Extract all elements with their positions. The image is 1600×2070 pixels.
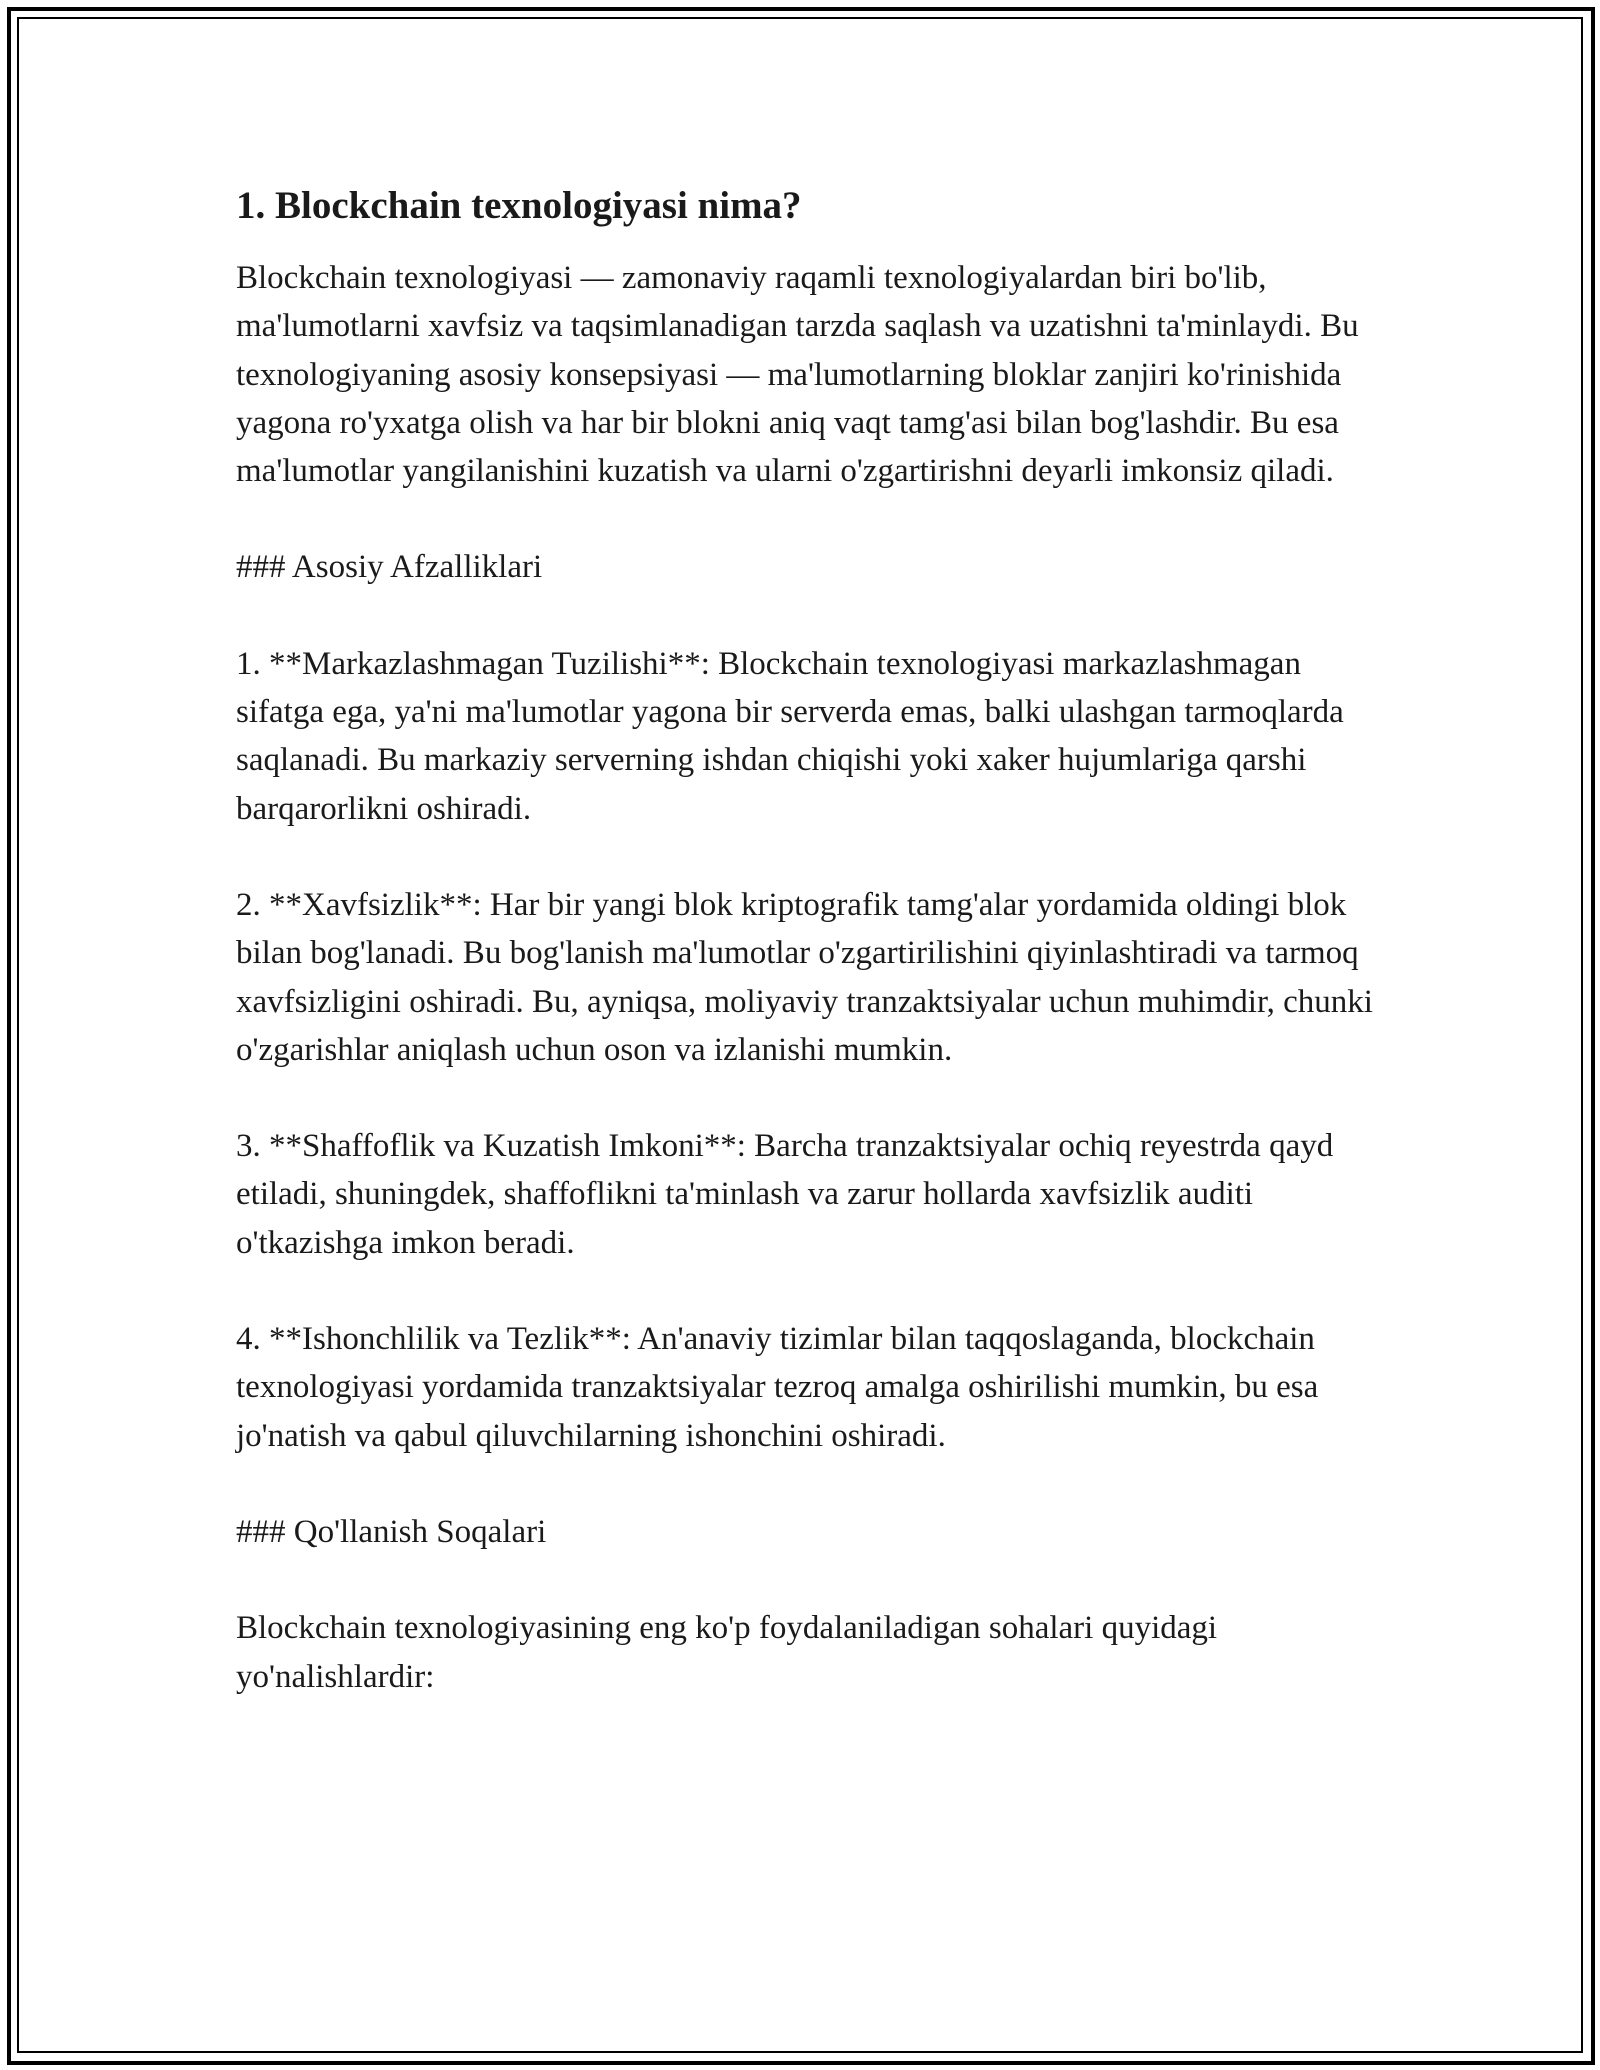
advantage-item-4: 4. **Ishonchlilik va Tezlik**: An'anaviy tizimlar bilan taqqoslaganda, blockchain texnologiyasi yordamida tranzaktsiyalar tezroq amalga oshirilishi mumkin, bu esa jo'natish va qabul qiluvchilarning ishonchini oshiradi.	[236, 1321, 1319, 1454]
advantages-heading: ### Asosiy Afzalliklari	[236, 549, 543, 586]
applications-intro-paragraph: Blockchain texnologiyasining eng ko'p foydalaniladigan sohalari quyidagi yo'nalishlardir:	[236, 1610, 1218, 1695]
document-body	[236, 182, 1376, 1749]
advantage-item-3: 3. **Shaffoflik va Kuzatish Imkoni**: Barcha tranzaktsiyalar ochiq reyestrda qayd etiladi, shuningdek, shaffoflikni ta'minlash va zarur hollarda xavfsizlik auditi o'tkazishga imkon beradi.	[236, 1128, 1334, 1261]
advantage-item-2: 2. **Xavfsizlik**: Har bir yangi blok kriptografik tamg'alar yordamida oldingi blok bilan bog'lanadi. Bu bog'lanish ma'lumotlar o'zgartirilishini qiyinlashtiradi va tarmoq xavfsizligini oshiradi. Bu, ayniqsa, moliyaviy tranzaktsiyalar uchun muhimdir, chunki o'zgarishlar aniqlash uchun oson va izlanishi mumkin.	[236, 886, 1373, 1068]
document-title: 1. Blockchain texnologiyasi nima?	[236, 184, 802, 227]
intro-paragraph: Blockchain texnologiyasi — zamonaviy raqamli texnologiyalardan biri bo'lib, ma'lumotlarni xavfsiz va taqsimlanadigan tarzda saqlash va uzatishni ta'minlaydi. Bu texnologiyaning asosiy konsepsiyasi — ma'lumotlarning bloklar zanjiri ko'rinishida yagona ro'yxatga olish va har bir blokni aniq vaqt tamg'asi bilan bog'lashdir. Bu esa ma'lumotlar yangilanishini kuzatish va ularni o'zgartirishni deyarli imkonsiz qiladi.	[236, 260, 1359, 490]
applications-heading: ### Qo'llanish Soqalari	[236, 1513, 547, 1550]
advantage-item-1: 1. **Markazlashmagan Tuzilishi**: Blockchain texnologiyasi markazlashmagan sifatga ega, ya'ni ma'lumotlar yagona bir serverda emas, balki ulashgan tarmoqlarda saqlanadi. Bu markaziy serverning ishdan chiqishi yoki xaker hujumlariga qarshi barqarorlikni oshiradi.	[236, 645, 1344, 827]
